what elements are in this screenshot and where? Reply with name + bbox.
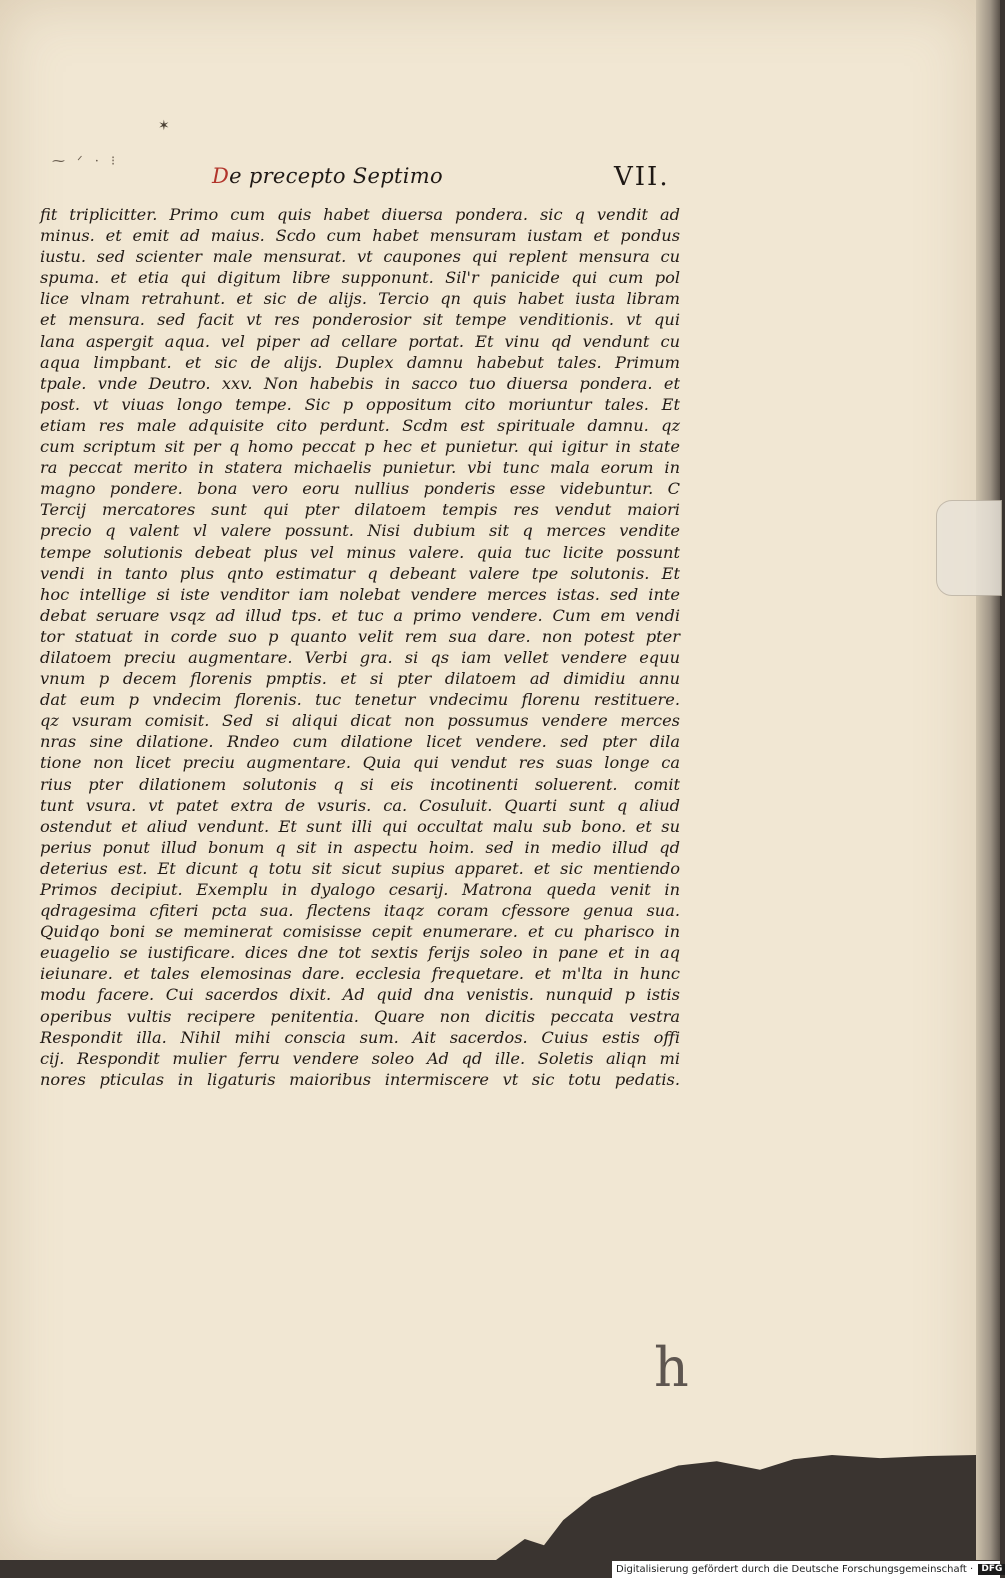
text-line: et mensura. sed facit vt res ponderosior sit tempe venditionis. vt qui	[40, 310, 680, 330]
text-line: dilatoem preciu augmentare. Verbi gra. si qs iam vellet vendere equu	[40, 647, 680, 667]
text-line: ra peccat merito in statera michaelis punietur. vbi tunc mala eorum in	[40, 458, 680, 478]
dfg-logo: DFG	[978, 1564, 1005, 1575]
text-line: qz vsuram comisit. Sed si aliqui dicat non possumus vendere merces	[40, 711, 680, 731]
text-line: lana aspergit aqua. vel piper ad cellare portat. Et vinu qd vendunt cu	[40, 331, 680, 351]
digitization-credit	[612, 1561, 1003, 1578]
page-damage	[496, 1455, 976, 1560]
text-line: Respondit illa. Nihil mihi conscia sum. Ait sacerdos. Cuius estis offi	[40, 1027, 680, 1047]
text-line: Tercij mercatores sunt qui pter dilatoem tempis res vendut maiori	[40, 500, 680, 520]
text-line: Quidqo boni se meminerat comisisse cepit enumerare. et cu pharisco in	[40, 922, 680, 942]
text-line: precio q valent vl valere possunt. Nisi dubium sit q merces vendite	[40, 521, 680, 541]
text-line: cum scriptum sit per q homo peccat p hec et punietur. qui igitur in state	[40, 437, 680, 457]
text-line: modu facere. Cui sacerdos dixit. Ad quid dna venistis. nunquid p istis	[40, 985, 680, 1005]
text-line: debat seruare vsqz ad illud tps. et tuc a primo vendere. Cum em vendi	[40, 605, 680, 625]
text-line: tpale. vnde Deutro. xxv. Non habebis in sacco tuo diuersa pondera. et	[40, 373, 680, 393]
text-line: Primos decipiut. Exemplu in dyalogo cesarij. Matrona queda venit in	[40, 880, 680, 899]
text-line: vnum p decem florenis pmptis. et si pter dilatoem ad dimidiu annu	[40, 669, 680, 689]
text-line: spuma. et etia qui digitum libre supponunt. Sil'r panicide qui cum pol	[40, 268, 680, 288]
text-line: rius pter dilationem solutonis q si eis incotinenti soluerent. comit	[40, 774, 680, 794]
text-line: hoc intellige si iste venditor iam nolebat vendere merces istas. sed inte	[40, 584, 680, 604]
text-line: nores pticulas in ligaturis maioribus intermiscere vt sic totu pedatis.	[40, 1069, 680, 1089]
handwritten-mark: h	[654, 1336, 689, 1399]
text-line: aqua limpbant. et sic de alijs. Duplex damnu habebut tales. Primum	[40, 352, 680, 372]
text-line: nras sine dilatione. Rndeo cum dilatione licet vendere. sed pter dila	[40, 732, 680, 752]
margin-marks: ⁓ ᐟ · ⁝	[52, 154, 120, 169]
printer-mark: ✶	[158, 118, 172, 134]
text-line: minus. et emit ad maius. Scdo cum habet mensuram iustam et pondus	[40, 226, 680, 246]
rubric-initial: D	[212, 164, 230, 188]
text-line: lice vlnam retrahunt. et sic de alijs. Tercio qn quis habet iusta libram	[40, 289, 680, 309]
text-line: magno pondere. bona vero eoru nullius ponderis esse videbuntur. C	[40, 479, 680, 499]
text-line: operibus vultis recipere penitentia. Quare non dicitis peccata vestra	[40, 1006, 680, 1026]
text-line: euagelio se iustificare. dices dne tot sextis ferijs soleo in pane et in aq	[40, 943, 680, 963]
text-line: vendi in tanto plus qnto estimatur q debeant valere tpe solutonis. Et	[40, 563, 680, 583]
text-line: qdragesima cfiteri pcta sua. flectens itaqz coram cfessore genua sua.	[40, 901, 680, 921]
text-line: post. vt viuas longo tempe. Sic p oppositum cito moriuntur tales. Et	[40, 394, 680, 414]
folio-number: VII.	[614, 162, 670, 192]
page-holder-tab	[936, 500, 1002, 596]
text-line: tempe solutionis debeat plus vel minus valere. quia tuc licite possunt	[40, 542, 680, 562]
book-edge	[976, 0, 1000, 1560]
text-line: dat eum p vndecim florenis. tuc tenetur vndecimu florenu restituere.	[40, 690, 680, 710]
text-line: cij. Respondit mulier ferru vendere soleo Ad qd ille. Soletis aliqn mi	[40, 1048, 680, 1068]
page-title: De precepto Septimo	[212, 164, 443, 188]
text-line: perius ponut illud bonum q sit in aspectu hoim. sed in medio illud qd	[40, 837, 680, 857]
text-line: etiam res male adquisite cito perdunt. Scdm est spirituale damnu. qz	[40, 415, 680, 435]
text-line: iustu. sed scienter male mensurat. vt caupones qui replent mensura cu	[40, 247, 680, 267]
text-line: ieiunare. et tales elemosinas dare. ecclesia frequetare. et m'lta in hunc	[40, 964, 680, 984]
text-line: tione non licet preciu augmentare. Quia qui vendut res suas longe ca	[40, 753, 680, 773]
text-line: tunt vsura. vt patet extra de vsuris. ca. Cosuluit. Quarti sunt q aliud	[40, 795, 680, 815]
text-line: deterius est. Et dicunt q totu sit sicut supius apparet. et sic mentiendo	[40, 858, 680, 878]
text-line: fit triplicitter. Primo cum quis habet diuersa pondera. sic q vendit ad	[40, 205, 680, 224]
text-line: ostendut et aliud vendunt. Et sunt illi qui occultat malu sub bono. et su	[40, 816, 680, 836]
body-text	[40, 204, 680, 1090]
text-line: tor statuat in corde suo p quanto velit rem sua dare. non potest pter	[40, 626, 680, 646]
credit-text: Digitalisierung gefördert durch die Deutsche Forschungsgemeinschaft ·	[616, 1564, 974, 1575]
